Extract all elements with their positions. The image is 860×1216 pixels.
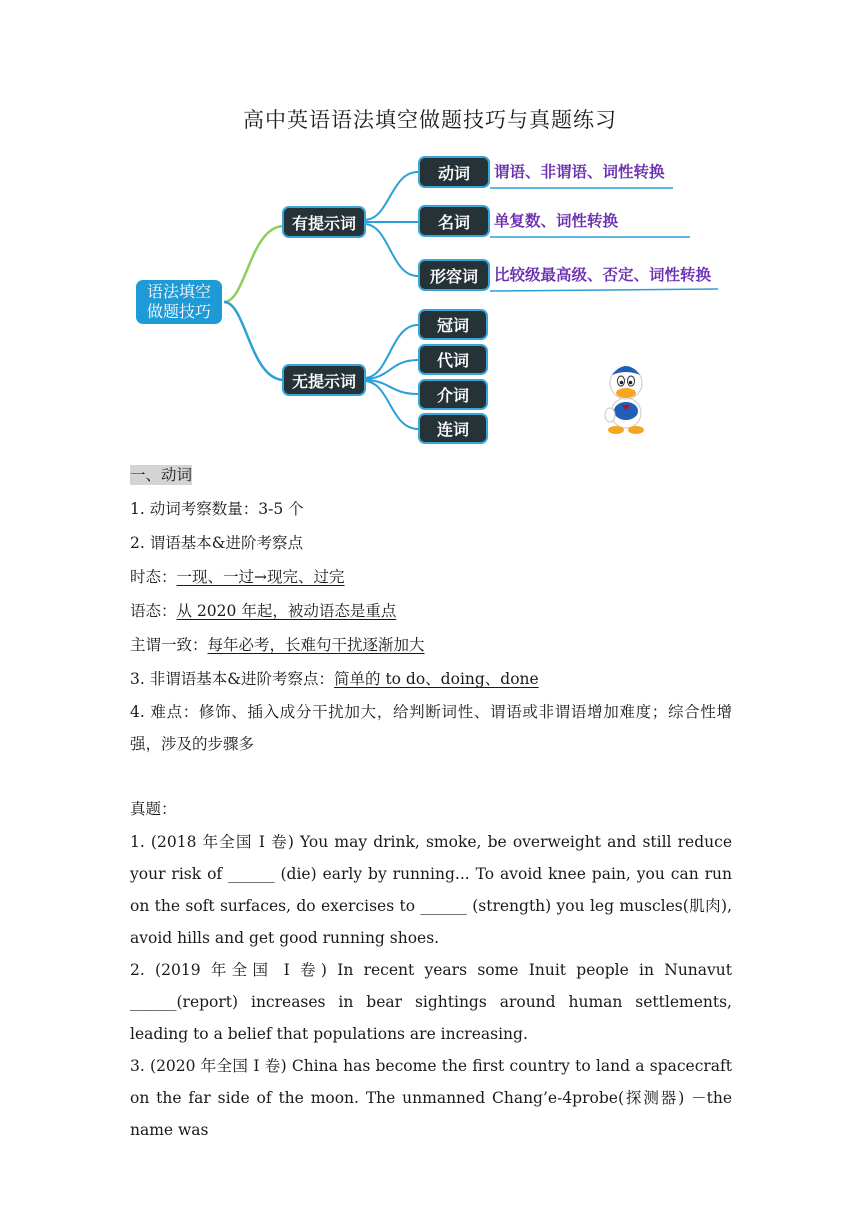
hint-note-adjective: 比较级最高级、否定、词性转换 xyxy=(494,266,712,284)
voice-label: 语态： xyxy=(130,602,177,620)
nonfinite-label: 3. 非谓语基本&进阶考察点： xyxy=(130,670,335,688)
section1-p4: 4. 难点：修饰、插入成分干扰加大，给判断词性、谓语或非谓语增加难度；综合性增强，涉及的步骤多 xyxy=(130,703,732,753)
voice-line xyxy=(130,594,732,628)
section1-heading: 一、动词 xyxy=(130,466,193,484)
nonfinite-line xyxy=(130,662,732,696)
exam-question-2: 2. (2019 年全国 I 卷) In recent years some Inuit people in Nunavut ______(report) increases in bear sightings around human settlements, leading to a belief that populations are increasing. xyxy=(130,961,732,1043)
agreement-value: 每年必考，长难句干扰逐渐加大 xyxy=(207,636,425,654)
document-body xyxy=(130,458,732,1146)
exam-heading: 真题： xyxy=(130,800,177,818)
tense-label: 时态： xyxy=(130,568,177,586)
hint-item-verb: 动词 xyxy=(420,158,488,186)
nohint-item-article: 冠词 xyxy=(420,311,486,338)
hint-note-verb: 谓语、非谓语、词性转换 xyxy=(494,163,665,181)
branch-hint: 有提示词 xyxy=(284,208,364,236)
nohint-item-preposition: 介词 xyxy=(420,381,486,408)
tense-value: 一现、一过→现完、过完 xyxy=(176,568,345,586)
tense-line xyxy=(130,560,732,594)
duck-mascot-image xyxy=(596,355,656,435)
section1-p1: 1. 动词考察数量：3-5 个 xyxy=(130,500,304,518)
page-title: 高中英语语法填空做题技巧与真题练习 xyxy=(243,108,617,132)
voice-value: 从 2020 年起，被动语态是重点 xyxy=(176,602,397,620)
nohint-item-conjunction: 连词 xyxy=(420,415,486,442)
mind-map-root xyxy=(136,280,222,324)
hint-item-adjective: 形容词 xyxy=(420,261,488,289)
root-label-line2: 做题技巧 xyxy=(146,302,211,321)
nonfinite-value: 简单的 to do、doing、done xyxy=(334,670,539,688)
exam-question-3: 3. (2020 年全国 I 卷) China has become the first country to land a spacecraft on the far side of the moon. The unmanned Chang’e-4probe(探测器) －the name was xyxy=(130,1057,732,1139)
agreement-line xyxy=(130,628,732,662)
nohint-item-pronoun: 代词 xyxy=(420,346,486,373)
hint-item-noun: 名词 xyxy=(420,207,488,235)
branch-nohint: 无提示词 xyxy=(284,366,364,394)
mind-map xyxy=(128,150,738,450)
section1-p2: 2. 谓语基本&进阶考察点 xyxy=(130,534,304,552)
hint-note-noun: 单复数、词性转换 xyxy=(494,212,619,230)
agreement-label: 主谓一致： xyxy=(130,636,208,654)
exam-question-1: 1. (2018 年全国 I 卷) You may drink, smoke, be overweight and still reduce your risk of ______ (die) early by running... To avoid knee pain, you can run on the soft surfaces, do exercises to ______ (strength) you leg muscles(肌肉), avoid hills and get good running shoes. xyxy=(130,833,732,947)
root-label-line1: 语法填空 xyxy=(146,282,211,301)
